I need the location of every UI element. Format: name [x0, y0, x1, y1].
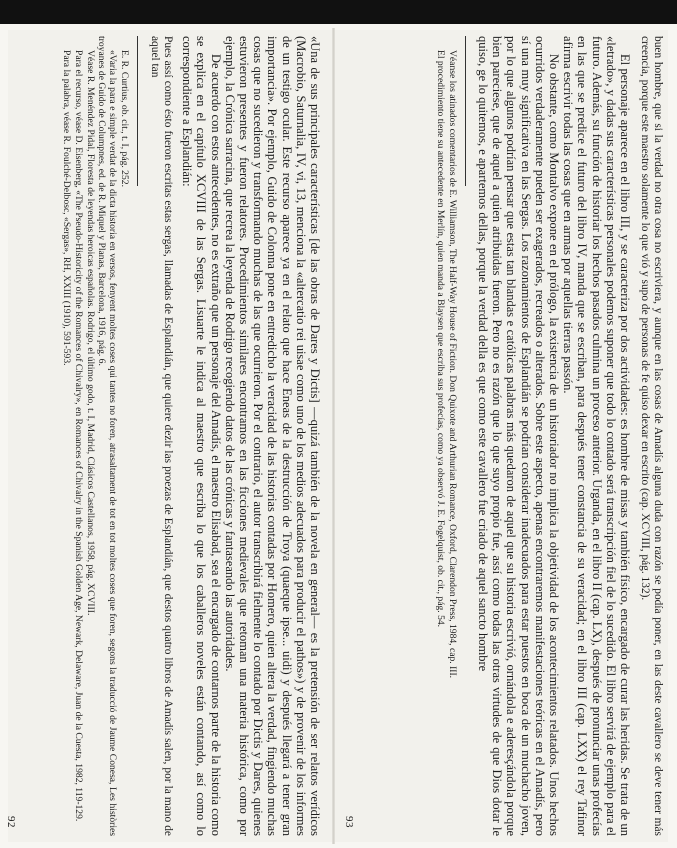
footnote-rule: [465, 36, 466, 186]
page-92: [4, 36, 322, 836]
body-paragraph: No obstante, como Montalvo expone en el prólogo, la existencia de un historiador no implica la objetividad de los acontecimientos relatados. Unos hechos ocurridos verdaderamente pueden ser exagerados, recreados o alterados. Sobre este aspecto, apenas encontraremos manifestaciones teóricas en el Amadís, pero sí una muy significativa en las Sergas. Los razonamientos de Esplandián se podrían considerar inadecuados para estar puestos en boca de un muchacho joven, por lo que algunos podrían pensar que estas tan blandas e católicas palabras más quedaron de aquel que su historia escrivió, ornándola e aderesçándola porque bien pareciese, que de aquel a quien atribuidas fueron. Pero no es razón que lo que suyo propio fue, assí como todas las otras virtudes de que Dios dotar le quiso, ge lo quitemos, e apartemos dellas, porque la verdad della es que como este cavallero fue criado de aquel sancto hombre: [475, 36, 561, 836]
footnotes: [60, 36, 129, 836]
block-quote: [148, 36, 174, 836]
footnote: El procedimiento tiene su antecedente en Merlín, quien manda a Blaysen que escriba sus profecías, como ya observó J. E. Fogelquist, ob. cit., pág. 54.: [434, 50, 446, 628]
body-paragraph: El personaje aparece en el libro III, y se caracteriza por dos actividades: es hombre de misas y también físico, encargado de curar las heridas. Se trata de un «letrado», y dadas sus características personales podemos suponer que todo lo contado será transcripción fiel de lo sucedido. El libro servirá de ejemplo para el futuro. Además, su función de historiar los hechos pasados culmina un proceso anterior. Urganda, en el libro II (cap. LX), después de pronunciar unas profecías en las que se predice el futuro del libro IV, manda que se escriban, para después tener constancia de su veracidad; en el libro III (cap. LXX) el rey Tafinor afirma escrivir todas las cosas que en armas por aquellas tierras passón.: [561, 36, 632, 836]
quote-text: Pues assí como ésto fueron escritas estas sergas, llamadas de Esplandián, que quiere dezir las proezas de Esplandián, que destos quatro libros de Amadís salen, por la mano de aquel tan: [148, 36, 174, 836]
page-number: 92: [5, 816, 18, 828]
footnote: Para la palabra, véase R. Foulché-Delbosc, «Sergas», RH, XXIII (1910), 591-593.: [60, 50, 72, 366]
footnotes: [434, 36, 457, 836]
quote-text: buen hombre, que si la verdad no otra cosa no escriviera, y aunque en las cosas de Amadís alguna duda con razón se podía poner, en las deste cavallero se deve tener más creencia, porque este maestro solamente lo que vió y supo de personas de fe quiso dexar en escrito (cap. XCVIII, pág. 132).: [639, 36, 664, 836]
footnote: Véanse los atinados comentarios de E. Williamson, The Half-Way House of Fiction. Don Quixote and Arthurian Romance, Oxford, Clarendon Press, 1984, cap. III.: [446, 50, 458, 679]
footnote: E. R. Curtius, ob. cit., t. I, pág. 252.: [118, 50, 130, 187]
footnote: Véase R. Menéndez Pidal, Floresta de leyendas heroicas españolas. Rodrigo, el último godo, t. I, Madrid, Clásicos Castellanos, 1958, pág. XCVIII.: [84, 50, 96, 616]
body-paragraph: «Una de sus principales características [de las obras de Dares y Dictis] —quizá también de la novela en general— es la pretensión de ser relatos verídicos (Macrobio, Saturnalia, IV, vi, 13, menciona la «altercatio rei uisae como uno de los medios adecuados para producir el pathos») y de provenir de los informes de un testigo ocular. Este recurso aparece ya en el relato que hace Eneas de la destrucción de Troya (quaeque ipse... uidi) y después llegará a tener gran importancia». Por ejemplo, Guido de Colonna pone en entredicho la veracidad de las historias contadas por Homero, quien altera la verdad, fingiendo muchas cosas que no sucedieron y transformando muchas de las que ocurrieron. Por el contrario, el autor transcribirá fielmente lo contado por Dictis y Dares, quienes estuvieron presentes y fueron relatores. Procedimientos similares encontramos en las ficciones medievales que retoman una materia histórica, como por ejemplo, la Crónica sarracina, que recrea la leyenda de Rodrigo recogiendo datos de las crónicas y fantaseando las autoridades.: [222, 36, 322, 836]
footnote-rule: [137, 36, 138, 186]
page-number: 93: [343, 816, 356, 828]
footnote: «Varia la para e simple verdat de la dicta historia en versos, fenyent moltes coses qui tantes no foren, atrasaltament de tot en tot moltes coses que foren, segons la traducció de Jaume Conesa, Les històries troyanes de Guido de Columpnes, ed. de R. Miquel y Planas, Barcelona, 1916, pág. 6.: [96, 36, 119, 836]
footnote: Para el recurso, véase D. Eisenberg, «The Pseudo-Historicity of the Romances of Chivalry», en Romances of Chivalry in the Spanish Golden Age, Newark, Delaware, Juan de la Cuesta, 1982, 119-129.: [72, 50, 84, 822]
block-quote: [638, 36, 664, 836]
body-paragraph: De acuerdo con estos antecedentes, no es extraño que un personaje del Amadís, el maestro Elisabad, sea el encargado de contarnos parte de la historia como se explica en el capítulo XCVIII de las Sergas. Lisuarte le indica al maestro que escriba lo que los caballeros noveles están contando, así como lo correspondiente a Esplandián:: [180, 36, 223, 836]
page-93: [342, 36, 664, 836]
scan-top-band: [0, 0, 677, 24]
book-gutter: [332, 28, 335, 844]
